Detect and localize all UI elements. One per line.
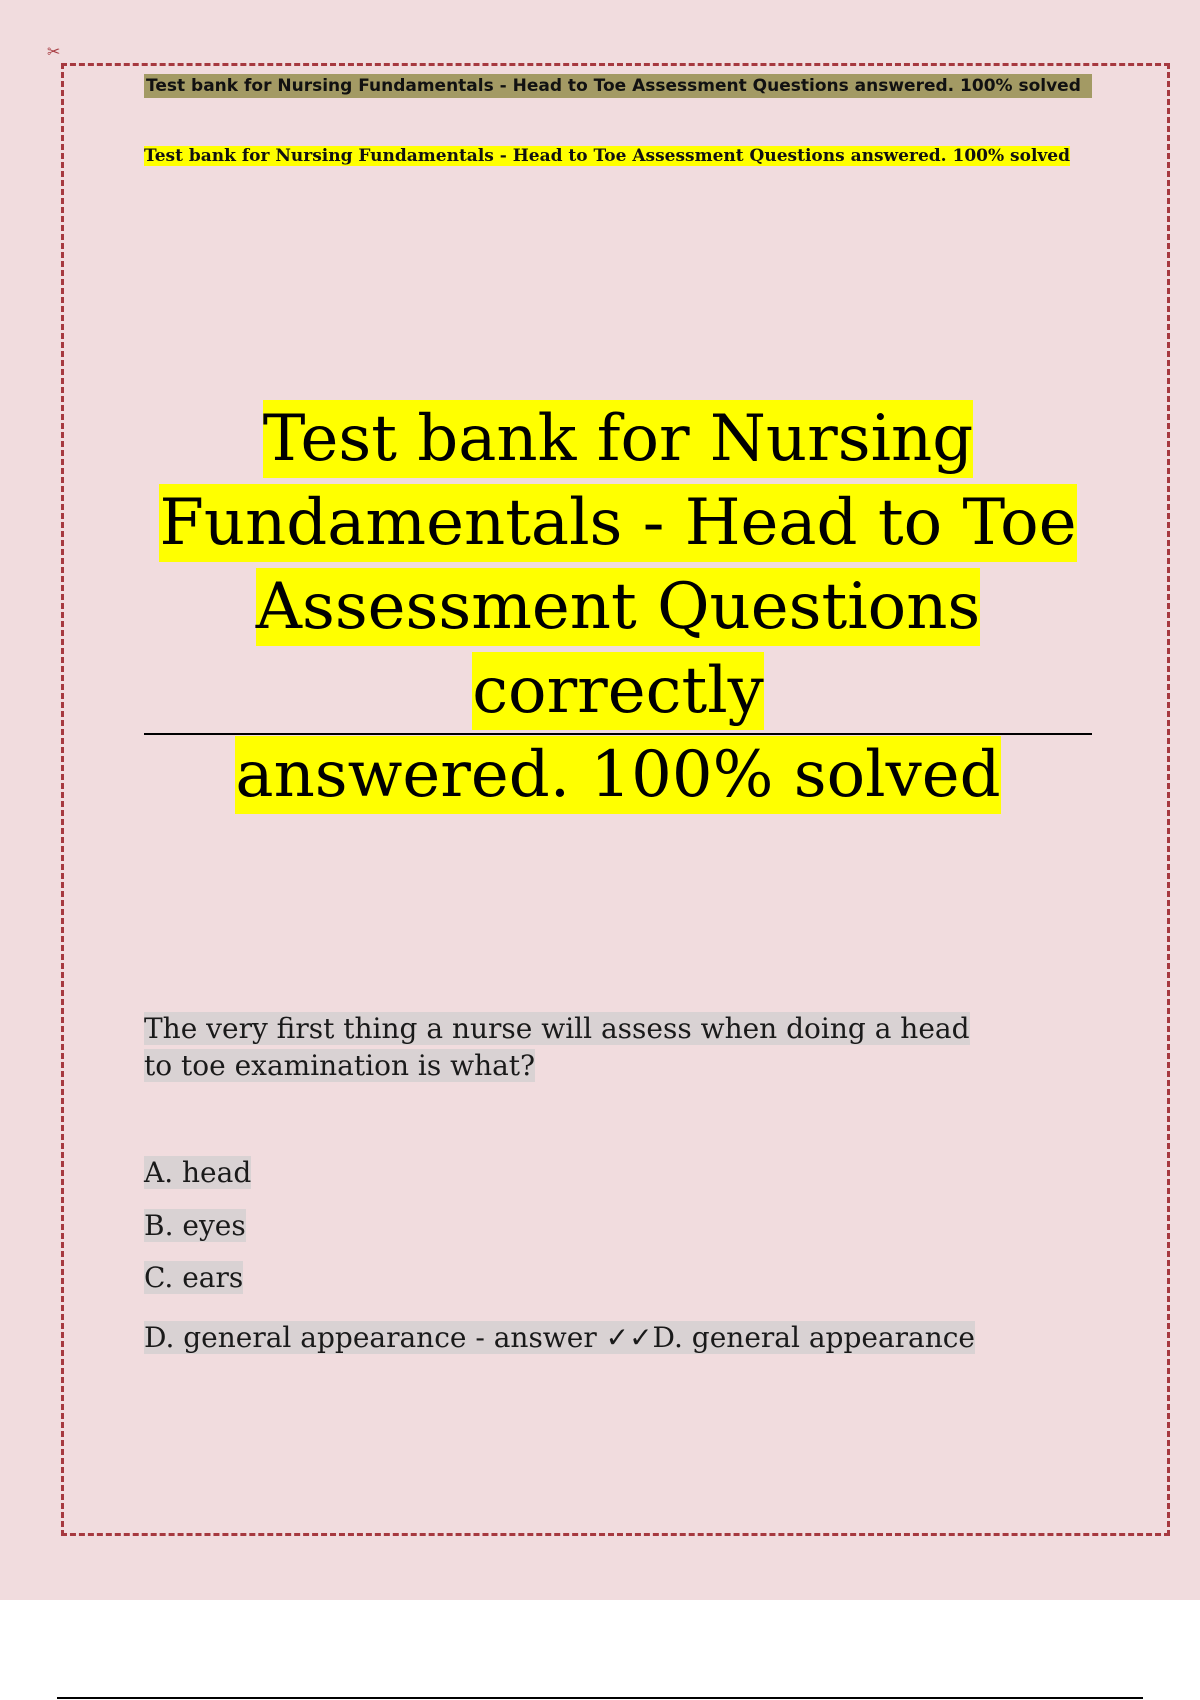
header-text: Test bank for Nursing Fundamentals - Head to Toe Assessment Questions answered. 100% solved [144,74,1092,98]
option-b-text: B. eyes [144,1209,246,1242]
title-line-3: Assessment Questions correctly [255,570,981,728]
option-b [144,1208,246,1244]
subheader-text: Test bank for Nursing Fundamentals - Head to Toe Assessment Questions answered. 100% solved [144,146,1070,166]
title-line-2: Fundamentals - Head to Toe [159,486,1077,560]
title-line-4: answered. 100% solved [235,738,1001,812]
title-line-1: Test bank for Nursing [262,402,974,476]
option-a [144,1155,251,1191]
option-d-text: D. general appearance - answer ✓✓D. general appearance [144,1321,976,1354]
subheader [144,144,1070,168]
title-divider [144,733,1092,735]
question [144,1010,1004,1084]
question-text: The very first thing a nurse will assess when doing a head to toe examination is what? [144,1012,970,1082]
option-d-answer [144,1320,975,1356]
scissors-icon: ✂ [47,42,61,61]
option-c [144,1260,243,1296]
page-title [144,397,1092,817]
option-a-text: A. head [144,1156,252,1189]
option-c-text: C. ears [144,1261,244,1294]
footer-divider [57,1697,1143,1699]
